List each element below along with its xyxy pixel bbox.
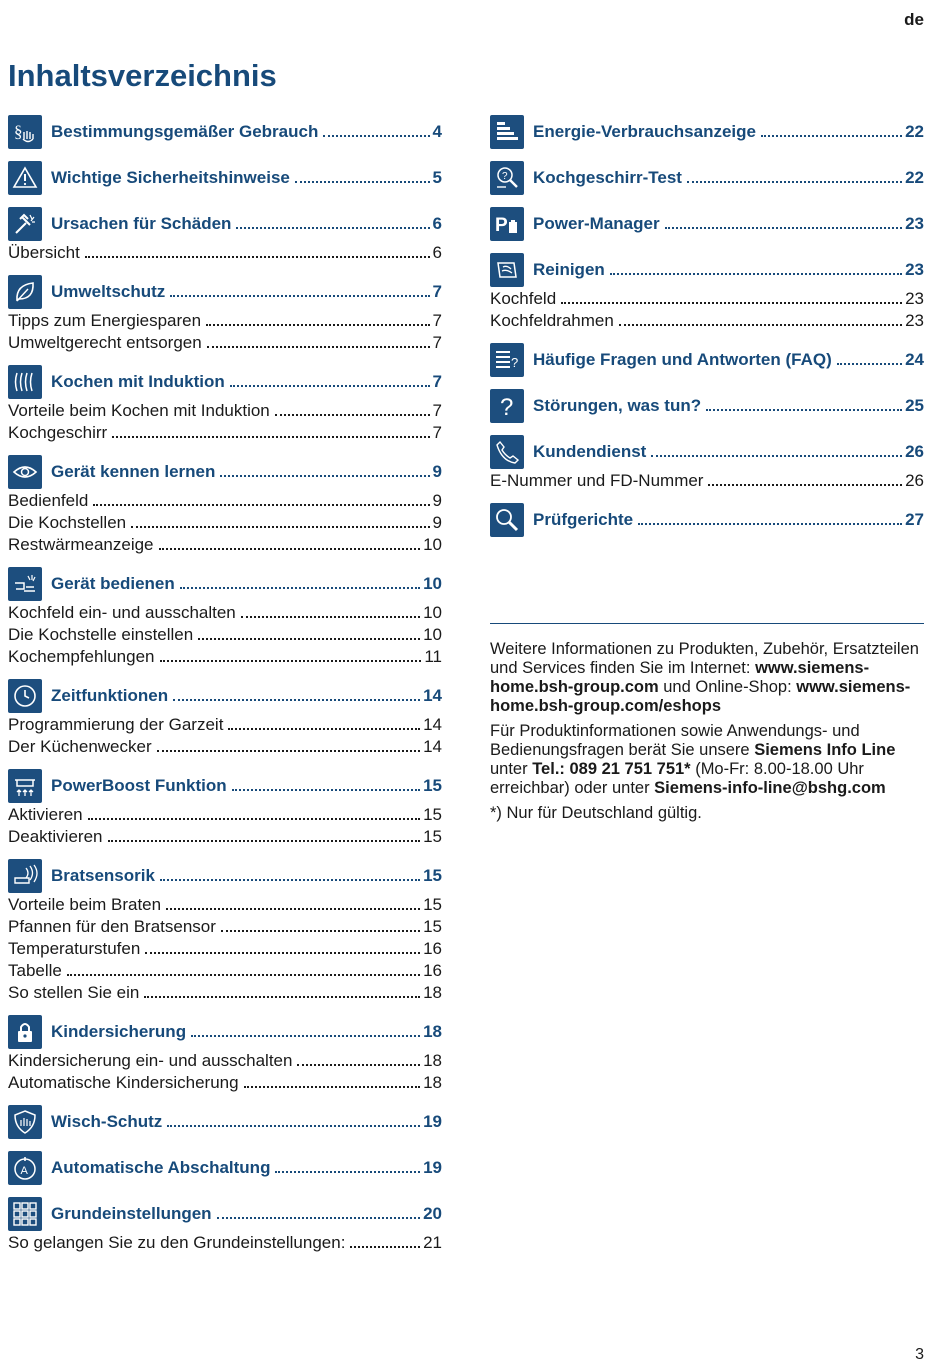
dot-leader (275, 1171, 420, 1173)
toc-subentry-link[interactable] (490, 289, 924, 311)
page-ref: 27 (905, 510, 924, 529)
toc-section-kochgeschirr-test (490, 159, 924, 197)
entry-label: Kochgeschirr (8, 423, 108, 442)
question-icon (490, 389, 524, 423)
toc-heading-row (490, 341, 924, 379)
entry-label: So gelangen Sie zu den Grundeinstellungen: (8, 1233, 346, 1252)
toc-heading-row (8, 1149, 442, 1187)
toc-heading-link[interactable] (533, 122, 924, 142)
hand-touch-icon (8, 567, 42, 601)
toc-subentry-link[interactable] (8, 1233, 442, 1255)
entry-label: Programmierung der Garzeit (8, 715, 224, 734)
info-text: Für Produktinformationen sowie Anwendungs- und Bedienungsfragen berät Sie unsere (490, 722, 860, 759)
entry-label: Vorteile beim Kochen mit Induktion (8, 401, 270, 420)
toc-section-zeitfunktionen (8, 677, 442, 759)
entry-label: Restwärmeanzeige (8, 535, 154, 554)
toc-subentry-link[interactable] (8, 917, 442, 939)
cleaning-icon (490, 253, 524, 287)
power-manager-icon (490, 207, 524, 241)
page-ref: 10 (423, 574, 442, 593)
toc-subentry-link[interactable] (8, 311, 442, 333)
entry-label: E-Nummer und FD-Nummer (490, 471, 704, 490)
dot-leader (708, 484, 902, 486)
page-ref: 10 (423, 535, 442, 554)
svg-text:A: A (20, 1165, 28, 1177)
entry-label: Kochgeschirr-Test (533, 168, 682, 187)
toc-heading-row (8, 1013, 442, 1051)
toc-heading-row (8, 273, 442, 311)
toc-section-power-manager (490, 205, 924, 243)
toc-subentry-link[interactable] (8, 491, 442, 513)
toc-heading-link[interactable] (51, 1204, 442, 1224)
page-ref: 7 (432, 282, 442, 301)
page-ref: 18 (423, 983, 442, 1002)
toc-heading-link[interactable] (51, 776, 442, 796)
info-hotline (490, 722, 924, 798)
toc-subentry-link[interactable] (8, 423, 442, 445)
toc-section-pruefgerichte (490, 501, 924, 539)
toc-subentry-link[interactable] (8, 737, 442, 759)
entry-label: Tipps zum Energiesparen (8, 311, 202, 330)
page-ref: 7 (432, 372, 442, 391)
page-ref: 9 (432, 491, 442, 510)
svg-text:§: § (14, 122, 23, 141)
entry-label: Gerät bedienen (51, 574, 175, 593)
dot-leader (144, 996, 420, 998)
toc-heading-row (8, 453, 442, 491)
entry-label: Kochen mit Induktion (51, 372, 225, 391)
dot-leader (67, 974, 420, 976)
toc-section-ursachen-fuer-schaeden (8, 205, 442, 265)
page-ref: 14 (423, 686, 442, 705)
toc-heading-link[interactable] (51, 1022, 442, 1042)
dot-leader (295, 181, 430, 183)
toc-heading-link[interactable] (51, 1158, 442, 1178)
entry-label: Die Kochstelle einstellen (8, 625, 194, 644)
page-ref: 11 (424, 647, 442, 666)
toc-section-energie-verbrauchsanzeige (490, 113, 924, 151)
page-ref: 4 (432, 122, 442, 141)
dot-leader (561, 302, 902, 304)
toc-subentry-link[interactable] (8, 827, 442, 849)
dot-leader (220, 475, 429, 477)
toc-heading-row (490, 433, 924, 471)
email-link[interactable]: Siemens-info-line@bshg.com (654, 779, 886, 797)
page-ref: 19 (423, 1112, 442, 1131)
faq-icon (490, 343, 524, 377)
cookware-test-icon (490, 161, 524, 195)
page-ref: 7 (432, 423, 442, 442)
page-ref: 22 (905, 168, 924, 187)
toc-heading-row (490, 387, 924, 425)
dot-leader (160, 879, 420, 881)
page-ref: 26 (905, 442, 924, 461)
toc-heading-link[interactable] (533, 350, 924, 370)
page-ref: 15 (423, 805, 442, 824)
svg-text:?: ? (500, 394, 514, 419)
entry-label: Übersicht (8, 243, 80, 262)
entry-label: Wichtige Sicherheitshinweise (51, 168, 290, 187)
toc-column-right (490, 113, 924, 547)
info-footnote: *) Nur für Deutschland gültig. (490, 804, 702, 822)
svg-text:?: ? (511, 355, 519, 370)
toc-subentry-link[interactable] (8, 1051, 442, 1073)
page-ref: 26 (905, 471, 924, 490)
toc-subentry-link[interactable] (8, 535, 442, 557)
entry-label: Pfannen für den Bratsensor (8, 917, 216, 936)
induction-coil-icon (8, 365, 42, 399)
toc-subentry-link[interactable] (490, 471, 924, 493)
toc-section-bestimmungsgemaesser-gebrauch (8, 113, 442, 151)
toc-section-powerboost-funktion (8, 767, 442, 849)
entry-label: Energie-Verbrauchsanzeige (533, 122, 756, 141)
toc-heading-row (8, 205, 442, 243)
dot-leader (619, 324, 902, 326)
svg-text:?: ? (502, 171, 508, 182)
toc-subentry-link[interactable] (8, 647, 442, 669)
page-ref: 14 (423, 737, 442, 756)
toc-heading-link[interactable] (51, 462, 442, 482)
page-ref: 23 (905, 311, 924, 330)
phone-number: Tel.: 089 21 751 751* (532, 760, 691, 778)
page-ref: 15 (423, 895, 442, 914)
entry-label: Prüfgerichte (533, 510, 634, 529)
toc-heading-row (490, 251, 924, 289)
page-ref: 14 (423, 715, 442, 734)
entry-label: Ursachen für Schäden (51, 214, 232, 233)
info-internet (490, 640, 924, 716)
entry-label: Aktivieren (8, 805, 83, 824)
toc-heading-link[interactable] (51, 122, 442, 142)
magnifier-icon (490, 503, 524, 537)
toc-section-reinigen (490, 251, 924, 333)
entry-label: Temperaturstufen (8, 939, 141, 958)
toc-subentry-link[interactable] (8, 243, 442, 265)
toc-section-geraet-kennen-lernen (8, 453, 442, 557)
page-ref: 23 (905, 289, 924, 308)
toc-section-wisch-schutz (8, 1103, 442, 1141)
toc-subentry-link[interactable] (8, 715, 442, 737)
toc-subentry-link[interactable] (8, 805, 442, 827)
dot-leader (160, 660, 422, 662)
entry-label: Die Kochstellen (8, 513, 127, 532)
page-ref: 5 (432, 168, 442, 187)
dot-leader (145, 952, 420, 954)
toc-heading-link[interactable] (51, 574, 442, 594)
toc-subentry-link[interactable] (8, 603, 442, 625)
language-code: de (904, 10, 924, 29)
eshop-link[interactable]: www.siemens-home.bsh-group.com/eshops (490, 678, 911, 715)
entry-label: Kundendienst (533, 442, 647, 461)
page-title: Inhaltsverzeichnis (8, 58, 277, 93)
entry-label: Automatische Abschaltung (51, 1158, 271, 1177)
entry-label: Kochempfehlungen (8, 647, 155, 666)
page-ref: 25 (905, 396, 924, 415)
page-ref: 21 (423, 1233, 442, 1252)
page-ref: 19 (423, 1158, 442, 1177)
toc-heading-link[interactable] (533, 510, 924, 530)
dot-leader (131, 526, 429, 528)
entry-label: Der Küchenwecker (8, 737, 152, 756)
entry-label: Vorteile beim Braten (8, 895, 162, 914)
entry-label: Störungen, was tun? (533, 396, 702, 415)
lock-icon (8, 1015, 42, 1049)
dot-leader (706, 409, 902, 411)
page-ref: 23 (905, 260, 924, 279)
toc-heading-link[interactable] (533, 396, 924, 416)
entry-label: Reinigen (533, 260, 605, 279)
entry-label: Umweltschutz (51, 282, 166, 301)
toc-heading-row (8, 1195, 442, 1233)
toc-column-left (8, 113, 442, 1263)
toc-section-automatische-abschaltung (8, 1149, 442, 1187)
page-ref: 6 (432, 214, 442, 233)
entry-label: Kochfeldrahmen (490, 311, 614, 330)
dot-leader (651, 455, 902, 457)
dot-leader (217, 1217, 421, 1219)
entry-label: Kochfeld ein- und ausschalten (8, 603, 236, 622)
dot-leader (180, 587, 420, 589)
toc-subentry-link[interactable] (8, 333, 442, 355)
dot-leader (207, 346, 430, 348)
toc-section-geraet-bedienen (8, 565, 442, 669)
toc-heading-row (490, 501, 924, 539)
page-ref: 15 (423, 827, 442, 846)
toc-heading-row (8, 767, 442, 805)
toc-heading-row (8, 857, 442, 895)
info-line-name: Siemens Info Line (754, 741, 896, 759)
toc-heading-link[interactable] (533, 214, 924, 234)
dot-leader (88, 818, 420, 820)
eye-icon (8, 455, 42, 489)
toc-section-grundeinstellungen (8, 1195, 442, 1255)
toc-section-kindersicherung (8, 1013, 442, 1095)
dot-leader (638, 523, 902, 525)
dot-leader (228, 728, 420, 730)
page-ref: 23 (905, 214, 924, 233)
dot-leader (665, 227, 902, 229)
entry-label: Zeitfunktionen (51, 686, 169, 705)
toc-heading-link[interactable] (533, 442, 924, 462)
toc-heading-link[interactable] (51, 214, 442, 234)
page-ref: 20 (423, 1204, 442, 1223)
dot-leader (350, 1246, 420, 1248)
toc-heading-row (490, 159, 924, 197)
dot-leader (297, 1064, 420, 1066)
page-ref: 15 (423, 776, 442, 795)
info-text: und Online-Shop: (658, 678, 797, 696)
entry-label: PowerBoost Funktion (51, 776, 227, 795)
phone-icon (490, 435, 524, 469)
page-ref: 10 (423, 603, 442, 622)
frying-sensor-icon (8, 859, 42, 893)
info-text: (Mo-Fr: 8.00-18.00 Uhr erreichbar) oder unter (490, 760, 864, 797)
toc-heading-row (8, 565, 442, 603)
entry-label: Kochfeld (490, 289, 557, 308)
toc-heading-row (8, 677, 442, 715)
dot-leader (232, 789, 420, 791)
page-number: 3 (915, 1346, 924, 1363)
dot-leader (687, 181, 902, 183)
dot-leader (198, 638, 420, 640)
energy-bars-icon (490, 115, 524, 149)
toc-subentry-link[interactable] (8, 401, 442, 423)
wipe-shield-icon (8, 1105, 42, 1139)
toc-subentry-link[interactable] (8, 513, 442, 535)
svg-text:P: P (495, 215, 508, 236)
toc-subentry-link[interactable] (8, 1073, 442, 1095)
dot-leader (244, 1086, 421, 1088)
dot-leader (167, 1125, 420, 1127)
toc-heading-link[interactable] (51, 1112, 442, 1132)
hammer-damage-icon (8, 207, 42, 241)
dot-leader (230, 385, 430, 387)
page-ref: 18 (423, 1073, 442, 1092)
toc-subentry-link[interactable] (8, 939, 442, 961)
page-ref: 9 (432, 462, 442, 481)
page-ref: 7 (432, 401, 442, 420)
toc-heading-row (490, 205, 924, 243)
dot-leader (157, 750, 420, 752)
toc-section-wichtige-sicherheitshinweise (8, 159, 442, 197)
dot-leader (236, 227, 429, 229)
toc-heading-link[interactable] (533, 260, 924, 280)
toc-heading-link[interactable] (51, 866, 442, 886)
toc-section-umweltschutz (8, 273, 442, 355)
website-link[interactable]: www.siemens-home.bsh-group.com (490, 659, 870, 696)
page-ref: 9 (432, 513, 442, 532)
pot-boost-icon (8, 769, 42, 803)
clock-icon (8, 679, 42, 713)
toc-heading-row (8, 363, 442, 401)
warning-triangle-icon (8, 161, 42, 195)
page-ref: 10 (423, 625, 442, 644)
dot-leader (837, 363, 902, 365)
dot-leader (112, 436, 429, 438)
toc-subentry-link[interactable] (8, 961, 442, 983)
page-ref: 15 (423, 917, 442, 936)
grid-settings-icon (8, 1197, 42, 1231)
entry-label: Power-Manager (533, 214, 660, 233)
page-ref: 18 (423, 1022, 442, 1041)
toc-heading-link[interactable] (51, 168, 442, 188)
toc-section-stoerungen-was-tun (490, 387, 924, 425)
page-ref: 7 (432, 311, 442, 330)
page-ref: 7 (432, 333, 442, 352)
paragraph-hand-icon (8, 115, 42, 149)
page-ref: 16 (423, 939, 442, 958)
toc-section-kundendienst (490, 433, 924, 493)
toc-heading-row (8, 159, 442, 197)
page-ref: 18 (423, 1051, 442, 1070)
entry-label: Bedienfeld (8, 491, 89, 510)
dot-leader (166, 908, 420, 910)
page-ref: 15 (423, 866, 442, 885)
toc-heading-row (8, 1103, 442, 1141)
dot-leader (108, 840, 421, 842)
page-ref: 16 (423, 961, 442, 980)
entry-label: Automatische Kindersicherung (8, 1073, 239, 1092)
toc-heading-row (8, 113, 442, 151)
toc-section-kochen-mit-induktion (8, 363, 442, 445)
info-text: unter (490, 760, 533, 778)
entry-label: Gerät kennen lernen (51, 462, 216, 481)
entry-label: So stellen Sie ein (8, 983, 140, 1002)
toc-section-bratsensorik (8, 857, 442, 1005)
entry-label: Umweltgerecht entsorgen (8, 333, 202, 352)
toc-heading-link[interactable] (51, 372, 442, 392)
entry-label: Kindersicherung ein- und ausschalten (8, 1051, 293, 1070)
auto-off-icon (8, 1151, 42, 1185)
dot-leader (221, 930, 420, 932)
entry-label: Grundeinstellungen (51, 1204, 212, 1223)
toc-subentry-link[interactable] (8, 625, 442, 647)
dot-leader (93, 504, 429, 506)
dot-leader (761, 135, 902, 137)
dot-leader (241, 616, 420, 618)
info-text: Weitere Informationen zu Produkten, Zubehör, Ersatzteilen und Services finden Sie im Internet: (490, 640, 919, 677)
entry-label: Deaktivieren (8, 827, 103, 846)
dot-leader (191, 1035, 420, 1037)
toc-section-haeufige-fragen-und-antworten-faq (490, 341, 924, 379)
entry-label: Wisch-Schutz (51, 1112, 163, 1131)
toc-heading-link[interactable] (51, 686, 442, 706)
dot-leader (323, 135, 429, 137)
page-ref: 22 (905, 122, 924, 141)
dot-leader (173, 699, 420, 701)
dot-leader (159, 548, 421, 550)
toc-subentry-link[interactable] (490, 311, 924, 333)
page-ref: 6 (432, 243, 442, 262)
dot-leader (275, 414, 430, 416)
toc-subentry-link[interactable] (8, 983, 442, 1005)
dot-leader (206, 324, 429, 326)
toc-subentry-link[interactable] (8, 895, 442, 917)
entry-label: Bratsensorik (51, 866, 155, 885)
entry-label: Kindersicherung (51, 1022, 187, 1041)
entry-label: Häufige Fragen und Antworten (FAQ) (533, 350, 832, 369)
entry-label: Tabelle (8, 961, 62, 980)
toc-heading-link[interactable] (533, 168, 924, 188)
page-ref: 24 (905, 350, 924, 369)
leaf-icon (8, 275, 42, 309)
dot-leader (170, 295, 429, 297)
info-box (490, 623, 924, 829)
toc-heading-link[interactable] (51, 282, 442, 302)
toc-heading-row (490, 113, 924, 151)
dot-leader (610, 273, 902, 275)
entry-label: Bestimmungsgemäßer Gebrauch (51, 122, 319, 141)
dot-leader (85, 256, 430, 258)
